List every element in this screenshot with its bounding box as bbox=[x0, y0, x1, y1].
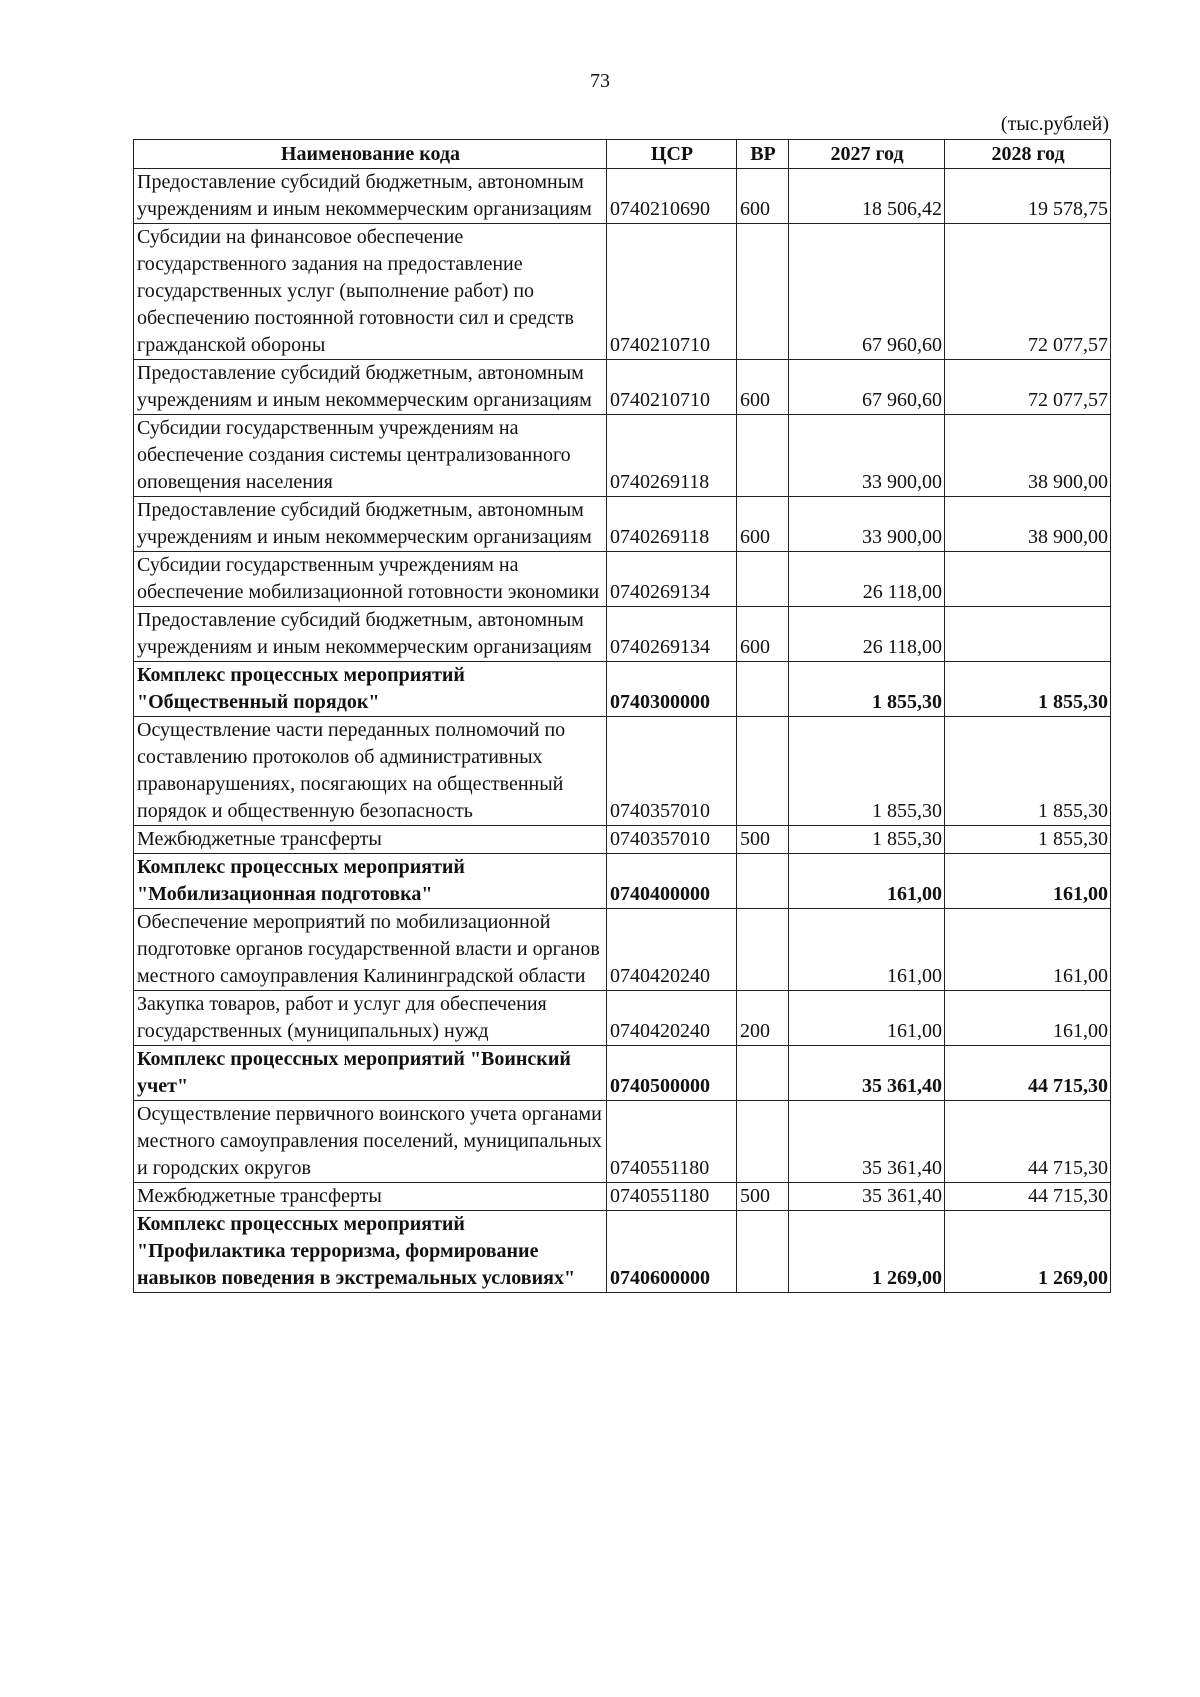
header-vr: ВР bbox=[737, 140, 789, 169]
table-row bbox=[134, 1046, 1111, 1101]
cell-vr bbox=[737, 415, 789, 497]
cell-vr: 200 bbox=[737, 991, 789, 1046]
cell-vr bbox=[737, 224, 789, 360]
cell-csr: 0740357010 bbox=[607, 826, 737, 854]
cell-csr: 0740500000 bbox=[607, 1046, 737, 1101]
cell-name: Осуществление части переданных полномочий по составлению протоколов об административных правонарушениях, посягающих на общественный порядок и общественную безопасность bbox=[134, 717, 607, 826]
cell-name: Межбюджетные трансферты bbox=[134, 1183, 607, 1211]
table-row bbox=[134, 360, 1111, 415]
cell-csr: 0740269134 bbox=[607, 607, 737, 662]
cell-2027: 35 361,40 bbox=[789, 1101, 945, 1183]
page-number: 73 bbox=[590, 70, 610, 92]
cell-2027: 35 361,40 bbox=[789, 1183, 945, 1211]
cell-name: Субсидии государственным учреждениям на обеспечение создания системы централизованного оповещения населения bbox=[134, 415, 607, 497]
cell-2027: 18 506,42 bbox=[789, 169, 945, 224]
cell-2028: 72 077,57 bbox=[945, 360, 1111, 415]
cell-csr: 0740357010 bbox=[607, 717, 737, 826]
table-row bbox=[134, 1211, 1111, 1293]
cell-2027: 1 855,30 bbox=[789, 662, 945, 717]
header-2028: 2028 год bbox=[945, 140, 1111, 169]
cell-vr bbox=[737, 1211, 789, 1293]
cell-csr: 0740551180 bbox=[607, 1183, 737, 1211]
cell-csr: 0740269134 bbox=[607, 552, 737, 607]
table-row bbox=[134, 717, 1111, 826]
budget-table bbox=[133, 139, 1111, 1293]
table-row bbox=[134, 854, 1111, 909]
cell-2028: 161,00 bbox=[945, 854, 1111, 909]
cell-csr: 0740400000 bbox=[607, 854, 737, 909]
cell-name: Обеспечение мероприятий по мобилизационной подготовке органов государственной власти и органов местного самоуправления Калининградской области bbox=[134, 909, 607, 991]
cell-2028: 1 855,30 bbox=[945, 826, 1111, 854]
cell-vr bbox=[737, 854, 789, 909]
cell-vr: 500 bbox=[737, 826, 789, 854]
table-row bbox=[134, 1101, 1111, 1183]
cell-2028: 38 900,00 bbox=[945, 415, 1111, 497]
cell-2028: 38 900,00 bbox=[945, 497, 1111, 552]
cell-name: Предоставление субсидий бюджетным, автономным учреждениям и иным некоммерческим организациям bbox=[134, 360, 607, 415]
cell-name: Комплекс процессных мероприятий "Общественный порядок" bbox=[134, 662, 607, 717]
cell-vr: 600 bbox=[737, 360, 789, 415]
cell-2028: 72 077,57 bbox=[945, 224, 1111, 360]
table-row bbox=[134, 909, 1111, 991]
cell-name: Закупка товаров, работ и услуг для обеспечения государственных (муниципальных) нужд bbox=[134, 991, 607, 1046]
cell-csr: 0740269118 bbox=[607, 497, 737, 552]
table-row bbox=[134, 169, 1111, 224]
cell-vr bbox=[737, 1101, 789, 1183]
cell-csr: 0740210710 bbox=[607, 360, 737, 415]
table-row bbox=[134, 415, 1111, 497]
cell-name: Комплекс процессных мероприятий "Профилактика терроризма, формирование навыков поведения в экстремальных условиях" bbox=[134, 1211, 607, 1293]
cell-2028: 19 578,75 bbox=[945, 169, 1111, 224]
cell-vr bbox=[737, 1046, 789, 1101]
cell-2028: 1 855,30 bbox=[945, 662, 1111, 717]
cell-name: Осуществление первичного воинского учета органами местного самоуправления поселений, муниципальных и городских округов bbox=[134, 1101, 607, 1183]
cell-2027: 161,00 bbox=[789, 854, 945, 909]
cell-2028: 44 715,30 bbox=[945, 1183, 1111, 1211]
cell-2027: 26 118,00 bbox=[789, 607, 945, 662]
table-row bbox=[134, 662, 1111, 717]
table-row bbox=[134, 991, 1111, 1046]
table-row bbox=[134, 552, 1111, 607]
cell-csr: 0740269118 bbox=[607, 415, 737, 497]
cell-name: Предоставление субсидий бюджетным, автономным учреждениям и иным некоммерческим организациям bbox=[134, 169, 607, 224]
cell-csr: 0740420240 bbox=[607, 991, 737, 1046]
cell-vr bbox=[737, 552, 789, 607]
cell-2027: 161,00 bbox=[789, 909, 945, 991]
cell-2027: 26 118,00 bbox=[789, 552, 945, 607]
cell-csr: 0740420240 bbox=[607, 909, 737, 991]
cell-vr bbox=[737, 909, 789, 991]
cell-2027: 33 900,00 bbox=[789, 497, 945, 552]
table-row bbox=[134, 497, 1111, 552]
cell-2027: 35 361,40 bbox=[789, 1046, 945, 1101]
cell-2028: 44 715,30 bbox=[945, 1046, 1111, 1101]
table-row bbox=[134, 1183, 1111, 1211]
cell-name: Предоставление субсидий бюджетным, автономным учреждениям и иным некоммерческим организациям bbox=[134, 497, 607, 552]
cell-name: Субсидии государственным учреждениям на обеспечение мобилизационной готовности экономики bbox=[134, 552, 607, 607]
cell-2028 bbox=[945, 552, 1111, 607]
cell-2028: 1 855,30 bbox=[945, 717, 1111, 826]
cell-csr: 0740551180 bbox=[607, 1101, 737, 1183]
cell-name: Субсидии на финансовое обеспечение государственного задания на предоставление государственных услуг (выполнение работ) по обеспечению постоянной готовности сил и средств гражданской обороны bbox=[134, 224, 607, 360]
cell-2027: 67 960,60 bbox=[789, 224, 945, 360]
cell-2028: 161,00 bbox=[945, 991, 1111, 1046]
cell-2028: 1 269,00 bbox=[945, 1211, 1111, 1293]
cell-2027: 1 855,30 bbox=[789, 826, 945, 854]
cell-2028: 161,00 bbox=[945, 909, 1111, 991]
table-body bbox=[134, 169, 1111, 1293]
cell-vr bbox=[737, 717, 789, 826]
cell-2027: 33 900,00 bbox=[789, 415, 945, 497]
cell-2027: 1 855,30 bbox=[789, 717, 945, 826]
cell-vr: 600 bbox=[737, 169, 789, 224]
table-row bbox=[134, 224, 1111, 360]
cell-csr: 0740210690 bbox=[607, 169, 737, 224]
table-header-row bbox=[134, 140, 1111, 169]
cell-csr: 0740600000 bbox=[607, 1211, 737, 1293]
cell-name: Комплекс процессных мероприятий "Мобилизационная подготовка" bbox=[134, 854, 607, 909]
cell-2028 bbox=[945, 607, 1111, 662]
cell-2027: 67 960,60 bbox=[789, 360, 945, 415]
cell-name: Предоставление субсидий бюджетным, автономным учреждениям и иным некоммерческим организациям bbox=[134, 607, 607, 662]
cell-vr: 600 bbox=[737, 497, 789, 552]
cell-2028: 44 715,30 bbox=[945, 1101, 1111, 1183]
table-row bbox=[134, 607, 1111, 662]
table-row bbox=[134, 826, 1111, 854]
cell-name: Межбюджетные трансферты bbox=[134, 826, 607, 854]
units-label: (тыс.рублей) bbox=[1000, 113, 1109, 135]
cell-vr: 600 bbox=[737, 607, 789, 662]
cell-csr: 0740300000 bbox=[607, 662, 737, 717]
cell-vr: 500 bbox=[737, 1183, 789, 1211]
header-2027: 2027 год bbox=[789, 140, 945, 169]
cell-vr bbox=[737, 662, 789, 717]
cell-name: Комплекс процессных мероприятий "Воинский учет" bbox=[134, 1046, 607, 1101]
cell-2027: 1 269,00 bbox=[789, 1211, 945, 1293]
cell-csr: 0740210710 bbox=[607, 224, 737, 360]
cell-2027: 161,00 bbox=[789, 991, 945, 1046]
header-name: Наименование кода bbox=[134, 140, 607, 169]
header-csr: ЦСР bbox=[607, 140, 737, 169]
